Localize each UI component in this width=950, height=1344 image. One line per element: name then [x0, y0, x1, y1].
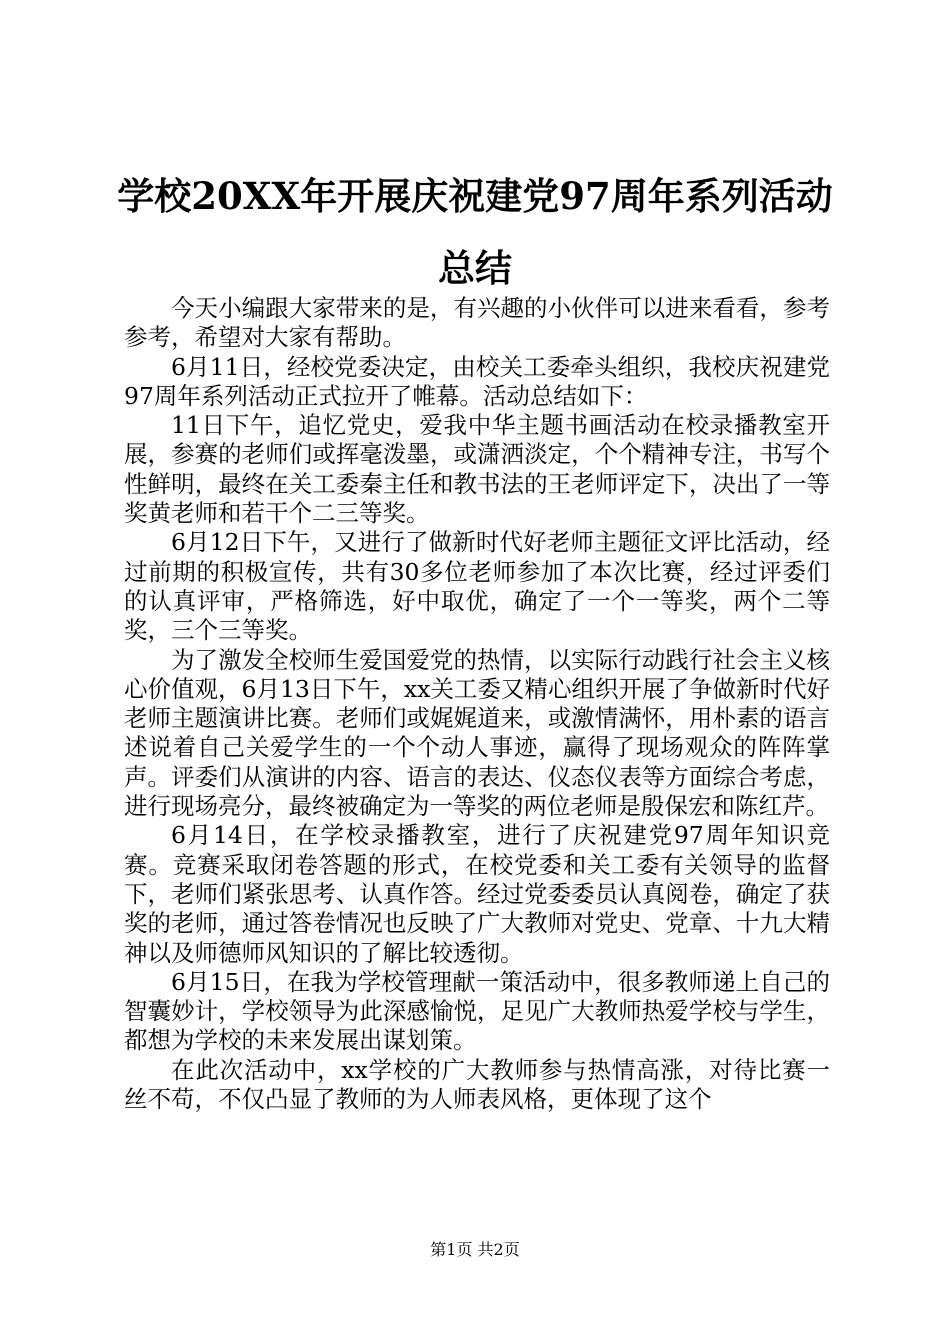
paragraph-intro: 今天小编跟大家带来的是，有兴趣的小伙伴可以进来看看，参考参考，希望对大家有帮助。 — [124, 294, 830, 352]
document-body — [124, 294, 830, 1114]
paragraph-calligraphy-activity: 11日下午，追忆党史，爱我中华主题书画活动在校录播教室开展，参赛的老师们或挥毫泼墨，或潇洒淡定，个个精神专注，书写个性鲜明，最终在关工委秦主任和教书法的王老师评定下，决出了一等奖黄老师和若干个二三等奖。 — [124, 411, 830, 528]
document-title: 学校20XX年开展庆祝建党97周年系列活动总结 — [117, 174, 833, 290]
paragraph-speech-contest: 为了激发全校师生爱国爱党的热情，以实际行动践行社会主义核心价值观，6月13日下午，xx关工委又精心组织开展了争做新时代好老师主题演讲比赛。老师们或娓娓道来，或激情满怀，用朴素的语言述说着自己关爱学生的一个个动人事迹，赢得了现场观众的阵阵掌声。评委们从演讲的内容、语言的表达、仪态仪表等方面综合考虑，进行现场亮分，最终被确定为一等奖的两位老师是殷保宏和陈红芹。 — [124, 645, 830, 821]
page-number: 第1页 共2页 — [430, 1240, 520, 1259]
paragraph-essay-contest: 6月12日下午，又进行了做新时代好老师主题征文评比活动，经过前期的积极宣传，共有30多位老师参加了本次比赛，经过评委们的认真评审，严格筛选，好中取优，确定了一个一等奖，两个二等奖，三个三等奖。 — [124, 528, 830, 645]
paragraph-june-11-launch: 6月11日，经校党委决定，由校关工委牵头组织，我校庆祝建党97周年系列活动正式拉开了帷幕。活动总结如下： — [124, 352, 830, 410]
paragraph-suggestion-activity: 6月15日，在我为学校管理献一策活动中，很多教师递上自己的智囊妙计，学校领导为此深感愉悦，足见广大教师热爱学校与学生，都想为学校的未来发展出谋划策。 — [124, 967, 830, 1055]
paragraph-summary: 在此次活动中，xx学校的广大教师参与热情高涨，对待比赛一丝不苟，不仅凸显了教师的为人师表风格，更体现了这个 — [124, 1055, 830, 1114]
paragraph-knowledge-contest: 6月14日，在学校录播教室，进行了庆祝建党97周年知识竞赛。竞赛采取闭卷答题的形式，在校党委和关工委有关领导的监督下，老师们紧张思考、认真作答。经过党委委员认真阅卷，确定了获奖的老师，通过答卷情况也反映了广大教师对党史、党章、十九大精神以及师德师风知识的了解比较透彻。 — [124, 821, 830, 967]
